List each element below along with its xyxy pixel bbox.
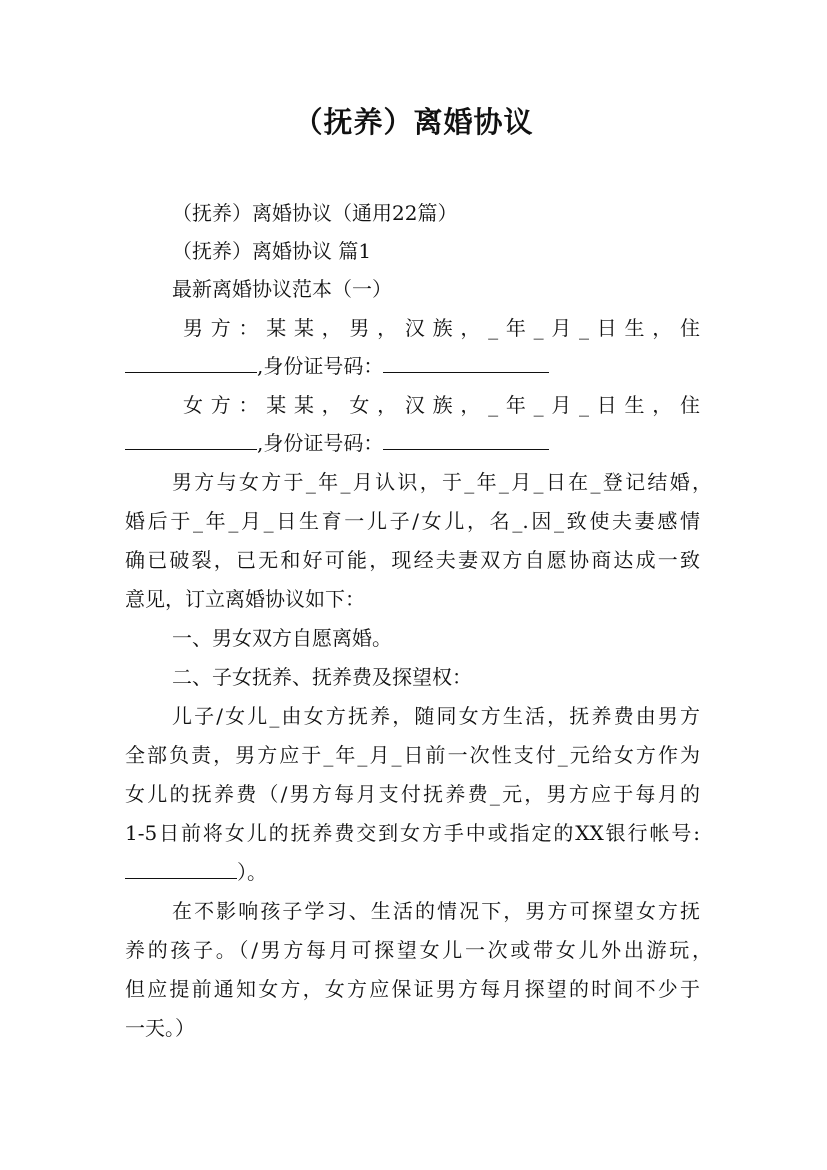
subtitle-line: （抚养）离婚协议（通用22篇） [172, 201, 458, 225]
paragraph-line: 在不影响孩子学习、生活的情况下，男方可探望女方抚 [172, 899, 700, 923]
address-blank [125, 354, 257, 373]
id-blank [383, 354, 549, 373]
section-heading: （抚养）离婚协议 篇1 [172, 239, 372, 263]
paragraph-line: 意见，订立离婚协议如下： [125, 587, 365, 611]
male-party-line: 男方：某某，男，汉族，_年_月_日生，住 [183, 316, 700, 340]
id-label: ,身份证号码： [257, 431, 384, 455]
paragraph-line: 女儿的抚养费（/男方每月支付抚养费_元，男方应于每月的 [125, 782, 700, 806]
address-blank [125, 431, 257, 450]
paragraph-line: 确已破裂，已无和好可能，现经夫妻双方自愿协商达成一致 [125, 548, 700, 572]
account-blank [125, 860, 237, 879]
female-id-line [125, 430, 549, 456]
paragraph-line: 养的孩子。（/男方每月可探望女儿一次或带女儿外出游玩， [125, 938, 712, 962]
clause-one: 一、男女双方自愿离婚。 [172, 626, 392, 650]
paragraph-line: 但应提前通知女方，女方应保证男方每月探望的时间不少于 [125, 977, 700, 1001]
id-label: ,身份证号码： [257, 354, 384, 378]
paragraph-line: 男方与女方于_年_月认识，于_年_月_日在_登记结婚， [172, 470, 712, 494]
sample-heading: 最新离婚协议范本（一） [172, 277, 392, 301]
account-line [125, 859, 267, 885]
closing-paren: ）。 [237, 860, 267, 884]
paragraph-line: 婚后于_年_月_日生育一儿子/女儿，名_.因_致使夫妻感情 [125, 509, 700, 533]
female-party-line: 女方：某某，女，汉族，_年_月_日生，住 [183, 393, 700, 417]
clause-two-heading: 二、子女抚养、抚养费及探望权： [172, 665, 472, 689]
id-blank [383, 431, 549, 450]
paragraph-line: 一天。） [125, 1016, 195, 1040]
paragraph-line: 儿子/女儿_由女方抚养，随同女方生活，抚养费由男方 [172, 704, 700, 728]
male-id-line [125, 353, 549, 379]
paragraph-line: 1-5日前将女儿的抚养费交到女方手中或指定的XX银行帐号: [125, 821, 700, 845]
document-title: （抚养）离婚协议 [293, 105, 534, 139]
paragraph-line: 全部负责，男方应于_年_月_日前一次性支付_元给女方作为 [125, 743, 700, 767]
